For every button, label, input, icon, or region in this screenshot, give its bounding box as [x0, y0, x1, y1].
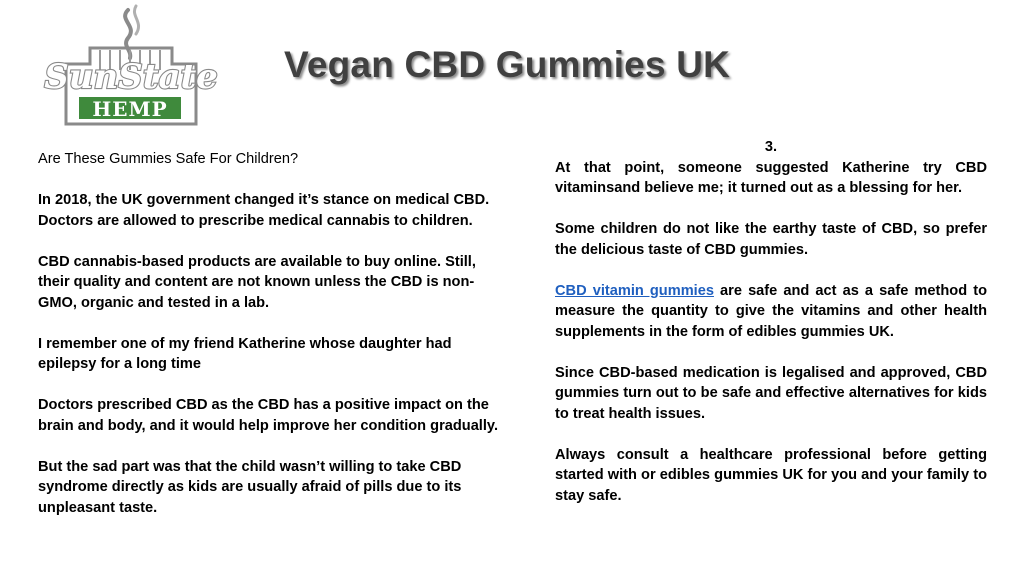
paragraph: Always consult a healthcare professional before getting started with or edibles gummies UK for you and your family to stay safe. [555, 446, 987, 504]
paragraph: I remember one of my friend Katherine whose daughter had epilepsy for a long time [38, 335, 452, 372]
section-question: Are These Gummies Safe For Children? [38, 151, 299, 167]
sunstate-hemp-logo [40, 4, 222, 138]
logo-brand-top: SunState [44, 57, 218, 97]
paragraph-with-link [555, 281, 987, 343]
cbd-vitamin-gummies-link[interactable]: CBD vitamin gummies [555, 282, 714, 299]
paragraph: At that point, someone suggested Katherine try CBD vitaminsand believe me; it turned out as a blessing for her. [555, 159, 987, 196]
left-column [38, 149, 498, 539]
logo-graphic [40, 4, 222, 138]
paragraph: Since CBD-based medication is legalised and approved, CBD gummies turn out to be safe and effective alternatives for kids to treat health issues. [555, 364, 987, 422]
paragraph-text: are safe and act as a safe method to measure the quantity to give the vitamins and other health supplements in the form of edibles gummies UK. [555, 282, 987, 340]
paragraph: But the sad part was that the child wasn’t willing to take CBD syndrome directly as kids are usually afraid of pills due to its unpleasant taste. [38, 458, 462, 516]
paragraph: CBD cannabis-based products are available to buy online. Still, their quality and content are not known unless the CBD is non-GMO, organic and tested in a lab. [38, 253, 476, 311]
paragraph: Doctors prescribed CBD as the CBD has a positive impact on the brain and body, and it would help improve her condition gradually. [38, 397, 499, 434]
paragraph: Some children do not like the earthy taste of CBD, so prefer the delicious taste of CBD gummies. [555, 221, 987, 258]
paragraph: In 2018, the UK government changed it’s stance on medical CBD. Doctors are allowed to prescribe medical cannabis to children. [38, 192, 490, 229]
logo-brand-bottom: HEMP [92, 97, 168, 121]
page-title: Vegan CBD Gummies UK [284, 44, 731, 85]
list-number: 3. [764, 139, 778, 155]
right-column [555, 137, 987, 527]
